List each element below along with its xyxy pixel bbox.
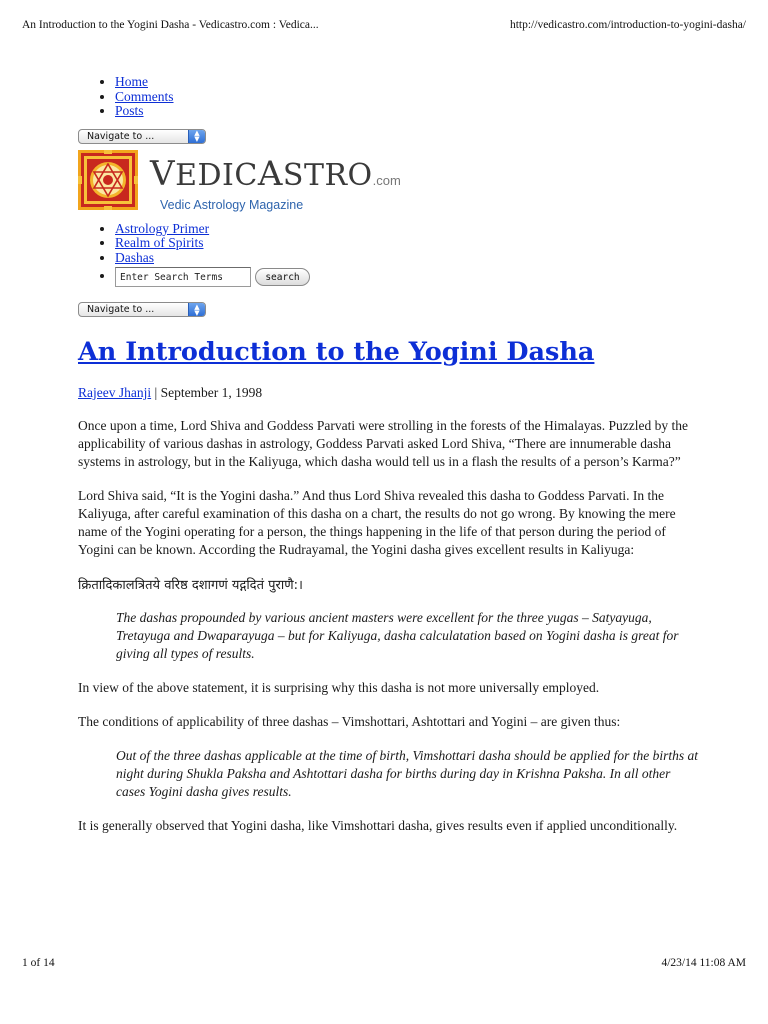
dashas-link[interactable]: Dashas [115,249,154,265]
article-paragraph-3: In view of the above statement, it is surprising why this dasha is not more universally employed. [78,680,600,695]
quote-2: Out of the three dashas applicable at the time of birth, Vimshottari dasha should be applied for the births at night during Shukla Paksha and Ashtottari dasha for births during day in Krishna Paksha. In all other cases Yogini dasha gives results. [116,748,698,799]
sri-yantra-logo-icon[interactable] [78,150,138,210]
top-nav-item-home [115,75,698,90]
author-link[interactable]: Rajeev Jhanji [78,385,152,400]
print-header [22,19,746,31]
print-header-url: http://vedicastro.com/introduction-to-yogini-dasha/ [509,19,746,31]
section-nav [78,222,698,290]
astrology-primer-link[interactable]: Astrology Primer [115,220,210,236]
page-content [78,75,698,835]
publish-date: September 1, 1998 [160,385,263,400]
article-paragraph-5: It is generally observed that Yogini dasha, like Vimshottari dasha, gives results even if applied unconditionally. [78,818,678,833]
brand [150,153,401,212]
select-arrows-icon: ▲ ▼ [188,303,205,316]
print-footer [22,957,746,969]
select-arrows-icon: ▲ ▼ [188,130,205,143]
brand-tagline: Vedic Astrology Magazine [160,197,304,212]
realm-of-spirits-link[interactable]: Realm of Spirits [115,235,204,250]
article-paragraph-4: The conditions of applicability of three dashas – Vimshottari, Ashtottari and Yogini – are given thus: [78,714,621,729]
brand-name[interactable]: VEDICASTRO.com [150,153,401,194]
navigate-dropdown-bottom[interactable] [78,302,206,317]
section-nav-item-astrology-primer [115,222,698,237]
print-header-title: An Introduction to the Yogini Dasha - Vedicastro.com : Vedica... [22,19,319,31]
article-paragraph-1: Once upon a time, Lord Shiva and Goddess Parvati were strolling in the forests of the Himalayas. Puzzled by the applicability of various dashas in astrology, Goddess Parvati asked Lord Shiva, “There are innumerable dasha systems in astrology, but in the Kaliyuga, which dasha would tell us in a flash the results of a person’s Karma?” [78,418,688,469]
section-nav-item-dashas [115,251,698,266]
home-link[interactable]: Home [115,74,148,89]
top-nav-item-posts [115,104,698,119]
navigate-dropdown-top[interactable] [78,129,206,144]
search-button[interactable]: • search [255,268,310,286]
sanskrit-verse: क्रितादिकालत्रितये वरिष्ठ दशागणं यद्गदितं पुराणै:। [78,578,303,593]
byline [78,385,698,401]
quote-1: The dashas propounded by various ancient masters were excellent for the three yugas – Satyayuga, Tretayuga and Dwaparayuga – but for Kaliyuga, dasha calculatation based on Yogini dasha is great for giving all types of results. [116,610,679,661]
section-nav-item-realm-of-spirits [115,236,698,251]
site-header [78,150,698,212]
search-form [115,265,698,289]
article-title-link[interactable]: An Introduction to the Yogini Dasha [78,337,595,367]
article-title [78,337,698,367]
print-timestamp: 4/23/14 11:08 AM [661,957,746,969]
article-paragraph-2: Lord Shiva said, “It is the Yogini dasha.” And thus Lord Shiva revealed this dasha to Goddess Parvati. In the Kaliyuga, after careful examination of this dasha on a chart, the results do not go wrong. By knowing the mere name of the Yogini operating for a person, the things happening in the life of that person during the period of Yogini can be known. According the Rudrayamal, the Yogini dasha gives excellent results in Kaliyuga: [78,488,676,557]
byline-separator: | [151,385,161,400]
top-nav-item-comments [115,90,698,105]
comments-link[interactable]: Comments [115,88,174,104]
navigate-dropdown-top-value: Navigate to ... [87,130,155,142]
top-nav [78,75,698,119]
navigate-dropdown-bottom-value: Navigate to ... [87,304,155,315]
posts-link[interactable]: Posts [115,103,144,118]
search-input[interactable] [115,267,251,287]
brand-suffix: .com [372,172,401,188]
section-nav-item-search [115,265,698,289]
page-count: 1 of 14 [22,957,55,969]
